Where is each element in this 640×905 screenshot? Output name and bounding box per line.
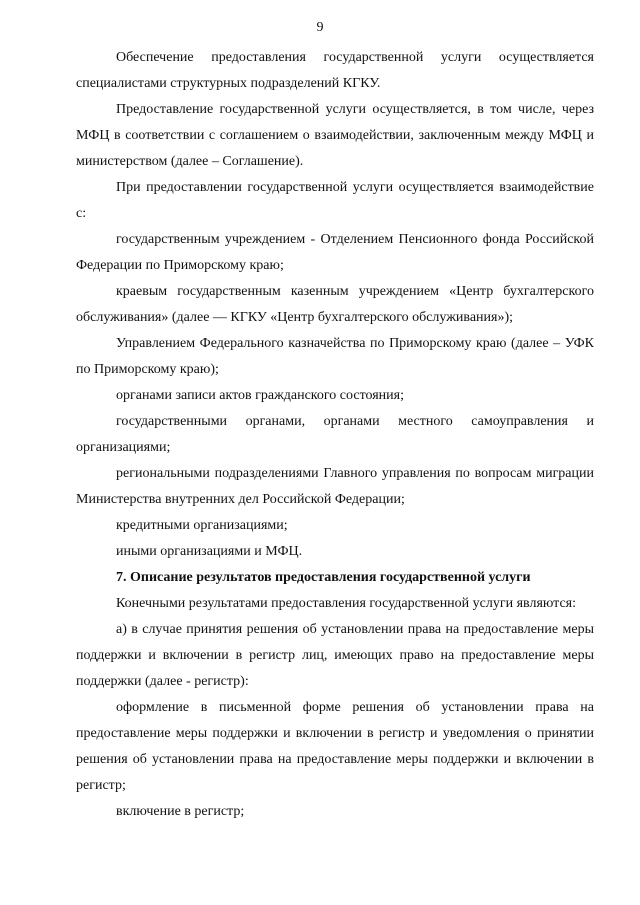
paragraph-written-decision: оформление в письменной форме решения об установлении права на предоставление меры поддержки и включении в регистр и уведомления о принятии решения об установлении права на предоставление меры поддержки и включении в регистр; [76, 700, 594, 793]
section-heading-results: 7. Описание результатов предоставления государственной услуги [116, 570, 531, 585]
page-number: 9 [316, 20, 324, 35]
document-body [76, 45, 594, 825]
paragraph-pension-fund: государственным учреждением - Отделением Пенсионного фонда Российской Федерации по Приморскому краю; [76, 232, 594, 273]
paragraph-government-bodies: государственными органами, органами местного самоуправления и организациями; [76, 414, 594, 455]
paragraph-other-organizations: иными организациями и МФЦ. [116, 544, 303, 559]
paragraph-treasury: Управлением Федерального казначейства по Приморскому краю (далее – УФК по Приморскому краю); [76, 336, 594, 377]
paragraph-decision-case-a: а) в случае принятия решения об установлении права на предоставление меры поддержки и включении в регистр лиц, имеющих право на предоставление меры поддержки (далее - регистр): [76, 622, 594, 689]
paragraph-service-provision-specialists: Обеспечение предоставления государственной услуги осуществляется специалистами структурных подразделений КГКУ. [76, 50, 594, 91]
paragraph-mfc-agreement: Предоставление государственной услуги осуществляется, в том числе, через МФЦ в соответствии с соглашением о взаимодействии, заключенным между МФЦ и министерством (далее – Соглашение). [76, 102, 594, 169]
paragraph-credit-organizations: кредитными организациями; [116, 518, 288, 533]
paragraph-interaction-intro: При предоставлении государственной услуги осуществляется взаимодействие с: [76, 180, 594, 221]
paragraph-registry-offices: органами записи актов гражданского состояния; [116, 388, 404, 403]
paragraph-register-inclusion: включение в регистр; [116, 804, 245, 819]
paragraph-final-results-intro: Конечными результатами предоставления государственной услуги являются: [116, 596, 576, 611]
paragraph-migration-units: региональными подразделениями Главного управления по вопросам миграции Министерства внутренних дел Российской Федерации; [76, 466, 594, 507]
paragraph-accounting-center: краевым государственным казенным учреждением «Центр бухгалтерского обслуживания» (далее — КГКУ «Центр бухгалтерского обслуживания»); [76, 284, 594, 325]
